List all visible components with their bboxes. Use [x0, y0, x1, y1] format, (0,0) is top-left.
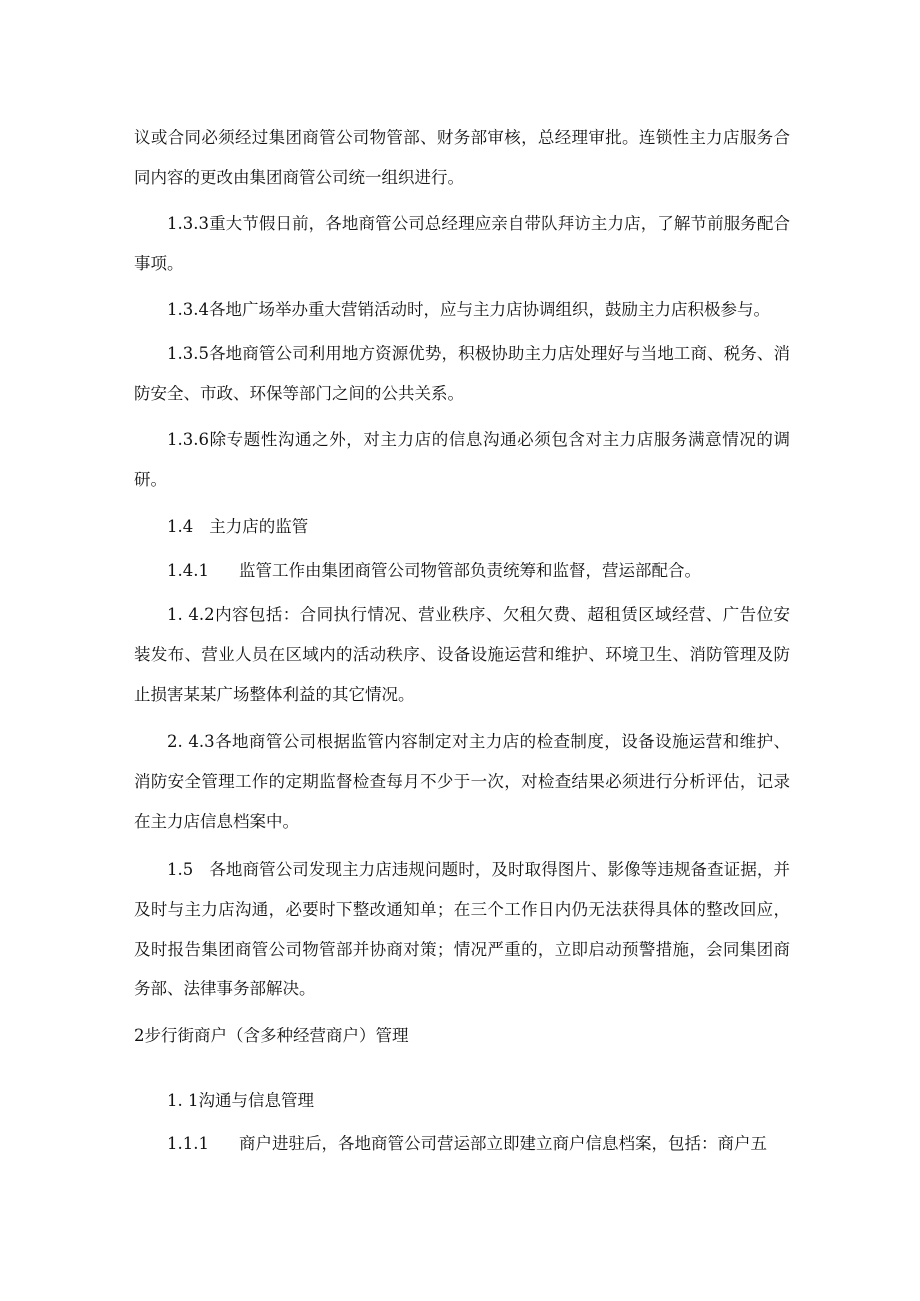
section-title: 主力店的监管 [209, 517, 309, 536]
paragraph-1-3-6: 1.3.6除专题性沟通之外，对主力店的信息沟通必须包含对主力店服务满意情况的调研。 [134, 430, 790, 489]
heading-1-4 [134, 507, 790, 547]
section-text: 监管工作由集团商管公司物管部负责统筹和监督，营运部配合。 [238, 561, 701, 580]
section-number: 1.4 [167, 517, 194, 536]
paragraph-2-4-3: 2. 4.3各地商管公司根据监管内容制定对主力店的检查制度，设备设施运营和维护、消防安全管理工作的定期监督检查每月不少于一次，对检查结果必须进行分析评估，记录在主力店信息档案中。 [134, 732, 790, 831]
heading-2-pedestrian-street: 2步行街商户（含多种经营商户）管理 [134, 1026, 409, 1045]
paragraph-1-5 [134, 850, 790, 1009]
section-number: 1.5 [167, 860, 194, 879]
paragraph-1-3-5: 1.3.5各地商管公司利用地方资源优势，积极协助主力店处理好与当地工商、税务、消防安全、市政、环保等部门之间的公共关系。 [134, 344, 790, 403]
paragraph-1-3-4: 1.3.4各地广场举办重大营销活动时，应与主力店协调组织，鼓励主力店积极参与。 [167, 300, 770, 319]
paragraph-1-3-3: 1.3.3重大节假日前，各地商管公司总经理应亲自带队拜访主力店，了解节前服务配合事项。 [134, 214, 790, 273]
section-text: 各地商管公司发现主力店违规问题时，及时取得图片、影像等违规备查证据，并及时与主力店沟通，必要时下整改通知单；在三个工作日内仍无法获得具体的整改回应，及时报告集团商管公司物管部并协商对策；情况严重的，立即启动预警措施，会同集团商务部、法律事务部解决。 [134, 860, 790, 999]
section-number: 1.1.1 [167, 1134, 209, 1153]
paragraph-1-4-1 [134, 551, 790, 591]
paragraph-contract-approval: 议或合同必须经过集团商管公司物管部、财务部审核，总经理审批。连锁性主力店服务合同内容的更改由集团商管公司统一组织进行。 [134, 128, 790, 187]
heading-1-1-communication: 1. 1沟通与信息管理 [167, 1091, 314, 1110]
paragraph-1-4-2: 1. 4.2内容包括：合同执行情况、营业秩序、欠租欠费、超租赁区域经营、广告位安装发布、营业人员在区域内的活动秩序、设备设施运营和维护、环境卫生、消防管理及防止损害某某广场整体利益的其它情况。 [134, 605, 790, 704]
section-number: 1.4.1 [167, 561, 209, 580]
section-text: 商户进驻后，各地商管公司营运部立即建立商户信息档案，包括：商户五 [238, 1134, 767, 1153]
paragraph-1-1-1 [134, 1124, 790, 1164]
